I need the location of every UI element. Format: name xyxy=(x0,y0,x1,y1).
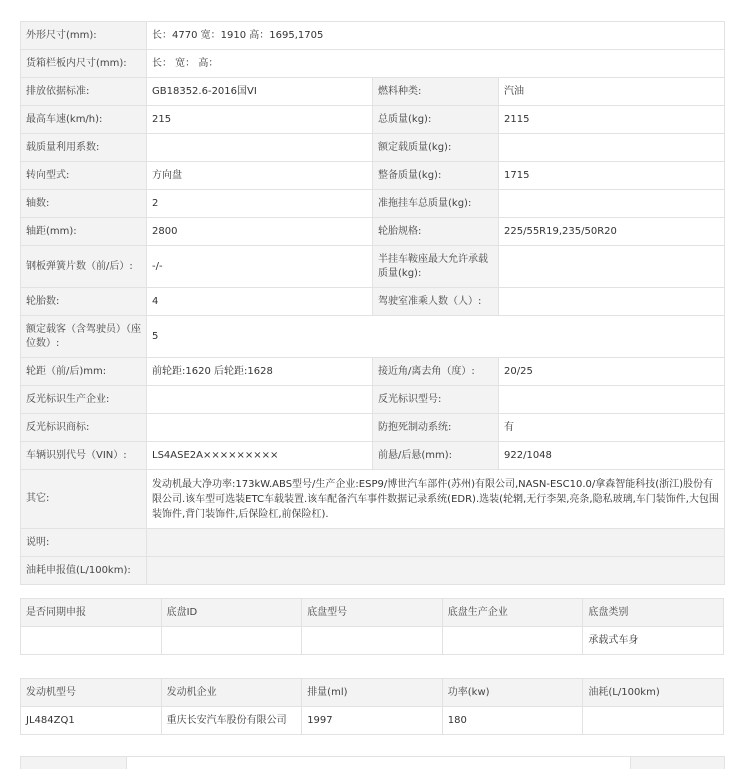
chassis-header-cell: 底盘ID xyxy=(161,599,302,627)
trailer-mass-value xyxy=(499,190,725,218)
tire-spec-label: 轮胎规格: xyxy=(373,218,499,246)
reflector-model-value xyxy=(499,386,725,414)
reflector-brand-value xyxy=(147,414,373,442)
chassis-header-cell: 底盘类别 xyxy=(583,599,724,627)
next-table-top-row xyxy=(21,757,725,769)
overhang-label: 前悬/后悬(mm): xyxy=(373,442,499,470)
engine-header-cell: 油耗(L/100km) xyxy=(583,679,724,707)
other-label: 其它: xyxy=(21,470,147,529)
max-speed-label: 最高车速(km/h): xyxy=(21,106,147,134)
tire-count-label: 轮胎数: xyxy=(21,288,147,316)
approach-departure-value: 20/25 xyxy=(499,358,725,386)
curb-weight-label: 整备质量(kg): xyxy=(373,162,499,190)
chassis-header-cell: 底盘生产企业 xyxy=(442,599,583,627)
vehicle-spec-table xyxy=(20,21,725,585)
reflector-maker-label: 反光标识生产企业: xyxy=(21,386,147,414)
note-label: 说明: xyxy=(21,529,147,557)
fuel-type-label: 燃料种类: xyxy=(373,78,499,106)
cargo-box-value: 长： 宽： 高： xyxy=(147,50,725,78)
rated-load-label: 额定载质量(kg): xyxy=(373,134,499,162)
reflector-model-label: 反光标识型号: xyxy=(373,386,499,414)
trailer-mass-label: 准拖挂车总质量(kg): xyxy=(373,190,499,218)
rated-load-value xyxy=(499,134,725,162)
abs-value: 有 xyxy=(499,414,725,442)
steering-label: 转向型式: xyxy=(21,162,147,190)
spec-row-wheelbase xyxy=(21,218,725,246)
spec-row-tires xyxy=(21,288,725,316)
fuel-declared-label: 油耗申报值(L/100km): xyxy=(21,557,147,585)
leaf-spring-label: 钢板弹簧片数（前/后）: xyxy=(21,246,147,288)
other-value: 发动机最大净功率:173kW.ABS型号/生产企业:ESP9/博世汽车部件(苏州)有限公司,NASN-ESC10.0/拿森智能科技(浙江)股份有限公司.该车型可选装ETC车载装置.该车配备汽车事件数据记录系统(EDR).选装(轮辋,无行李架,亮条,隐私玻璃,车门装饰件,大包围装饰件,背门装饰件,后保险杠,前保险杠). xyxy=(147,470,725,529)
table-row xyxy=(21,707,724,735)
vin-value: LS4ASE2A××××××××× xyxy=(147,442,373,470)
engine-cell xyxy=(583,707,724,735)
load-utilization-label: 载质量利用系数: xyxy=(21,134,147,162)
chassis-cell xyxy=(442,627,583,655)
vin-label: 车辆识别代号（VIN）: xyxy=(21,442,147,470)
spec-row-reflector-brand xyxy=(21,414,725,442)
emission-standard-label: 排放依据标准: xyxy=(21,78,147,106)
axles-label: 轴数: xyxy=(21,190,147,218)
fuel-declared-value xyxy=(147,557,725,585)
spec-row-fuel-declared xyxy=(21,557,725,585)
wheelbase-value: 2800 xyxy=(147,218,373,246)
abs-label: 防抱死制动系统: xyxy=(373,414,499,442)
dimensions-label: 外形尺寸(mm): xyxy=(21,22,147,50)
steering-value: 方向盘 xyxy=(147,162,373,190)
engine-cell: 1997 xyxy=(302,707,443,735)
seats-value: 5 xyxy=(147,316,725,358)
cargo-box-label: 货箱栏板内尺寸(mm): xyxy=(21,50,147,78)
chassis-header-cell: 是否同期申报 xyxy=(21,599,162,627)
total-mass-label: 总质量(kg): xyxy=(373,106,499,134)
chassis-cell: 承载式车身 xyxy=(583,627,724,655)
chassis-table xyxy=(20,598,724,655)
spec-row-dimensions xyxy=(21,22,725,50)
reflector-maker-value xyxy=(147,386,373,414)
approach-departure-label: 接近角/离去角（度）: xyxy=(373,358,499,386)
spec-row-other xyxy=(21,470,725,529)
cab-occupancy-label: 驾驶室准乘人数（人）: xyxy=(373,288,499,316)
spec-row-steering xyxy=(21,162,725,190)
next-table-cell xyxy=(631,757,725,769)
spec-row-seats xyxy=(21,316,725,358)
tire-count-value: 4 xyxy=(147,288,373,316)
track-width-value: 前轮距:1620 后轮距:1628 xyxy=(147,358,373,386)
engine-header-cell: 发动机型号 xyxy=(21,679,162,707)
chassis-header-row xyxy=(21,599,724,627)
seats-label: 额定载客（含驾驶员）（座位数）: xyxy=(21,316,147,358)
overhang-value: 922/1048 xyxy=(499,442,725,470)
engine-header-cell: 排量(ml) xyxy=(302,679,443,707)
next-table-cell xyxy=(127,757,631,769)
wheelbase-label: 轴距(mm): xyxy=(21,218,147,246)
cab-occupancy-value xyxy=(499,288,725,316)
chassis-header-cell: 底盘型号 xyxy=(302,599,443,627)
spec-row-vin xyxy=(21,442,725,470)
total-mass-value: 2115 xyxy=(499,106,725,134)
spec-row-load xyxy=(21,134,725,162)
engine-table xyxy=(20,678,724,735)
max-speed-value: 215 xyxy=(147,106,373,134)
spec-row-axles xyxy=(21,190,725,218)
spec-row-emission xyxy=(21,78,725,106)
engine-cell: 180 xyxy=(442,707,583,735)
engine-header-row xyxy=(21,679,724,707)
engine-header-cell: 发动机企业 xyxy=(161,679,302,707)
reflector-brand-label: 反光标识商标: xyxy=(21,414,147,442)
spec-row-reflector-maker xyxy=(21,386,725,414)
load-utilization-value xyxy=(147,134,373,162)
chassis-cell xyxy=(161,627,302,655)
spec-row-cargo-box xyxy=(21,50,725,78)
saddle-load-label: 半挂车鞍座最大允许承载质量(kg): xyxy=(373,246,499,288)
engine-header-cell: 功率(kw) xyxy=(442,679,583,707)
axles-value: 2 xyxy=(147,190,373,218)
engine-cell: JL484ZQ1 xyxy=(21,707,162,735)
fuel-type-value: 汽油 xyxy=(499,78,725,106)
chassis-cell xyxy=(302,627,443,655)
track-width-label: 轮距（前/后)mm: xyxy=(21,358,147,386)
table-row xyxy=(21,627,724,655)
note-value xyxy=(147,529,725,557)
dimensions-value: 长：4770 宽：1910 高：1695,1705 xyxy=(147,22,725,50)
emission-standard-value: GB18352.6-2016国VI xyxy=(147,78,373,106)
engine-cell: 重庆长安汽车股份有限公司 xyxy=(161,707,302,735)
spec-row-track xyxy=(21,358,725,386)
curb-weight-value: 1715 xyxy=(499,162,725,190)
next-table-stub xyxy=(20,756,725,769)
saddle-load-value xyxy=(499,246,725,288)
next-table-cell xyxy=(21,757,127,769)
tire-spec-value: 225/55R19,235/50R20 xyxy=(499,218,725,246)
leaf-spring-value: -/- xyxy=(147,246,373,288)
chassis-cell xyxy=(21,627,162,655)
spec-row-note xyxy=(21,529,725,557)
spec-row-leaf-spring xyxy=(21,246,725,288)
spec-row-speed xyxy=(21,106,725,134)
